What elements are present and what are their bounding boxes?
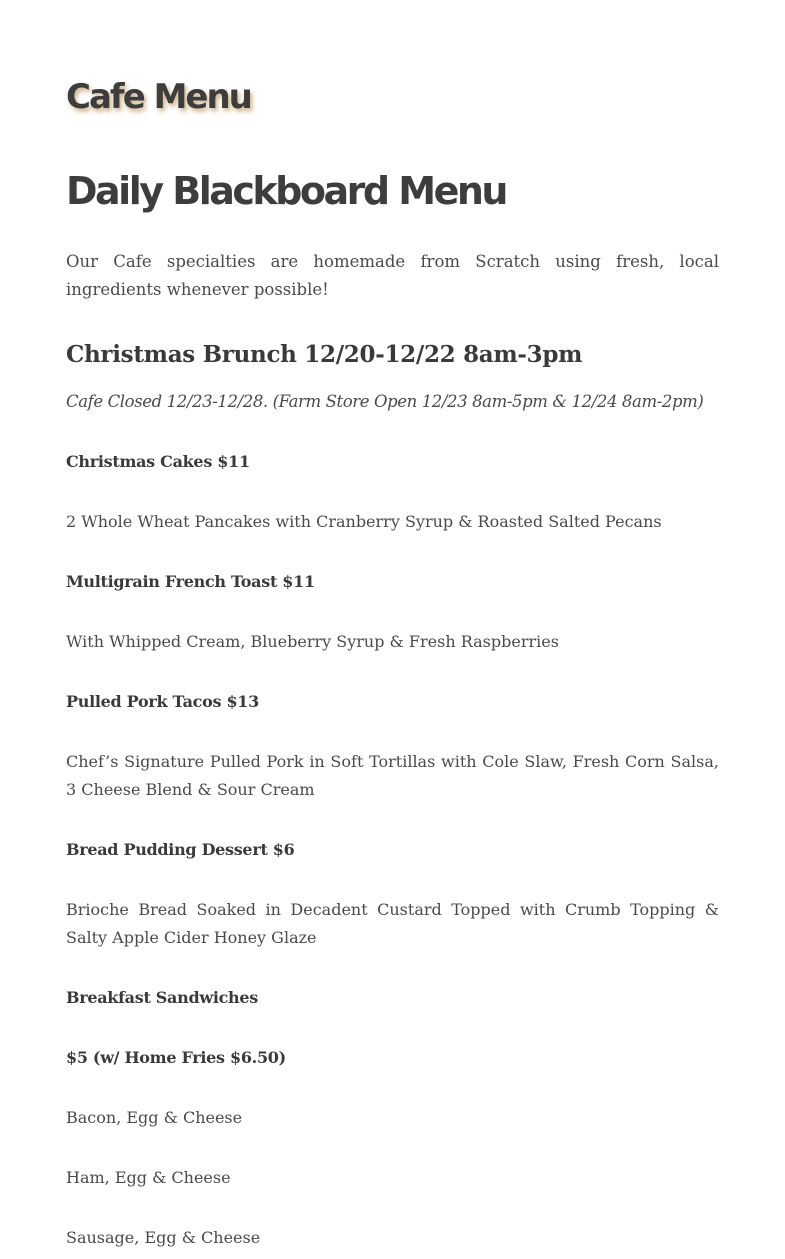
menu-item-description: Chef’s Signature Pulled Pork in Soft Tortillas with Cole Slaw, Fresh Corn Salsa, 3 Cheese Blend & Sour Cream [66, 752, 719, 799]
closure-notice: Cafe Closed 12/23-12/28. (Farm Store Open 12/23 8am-5pm & 12/24 8am-2pm) [66, 392, 704, 411]
sandwich-option: Sausage, Egg & Cheese [66, 1228, 261, 1247]
sandwich-option: Bacon, Egg & Cheese [66, 1108, 243, 1127]
menu-item-description: 2 Whole Wheat Pancakes with Cranberry Syrup & Roasted Salted Pecans [66, 512, 662, 531]
page-title: Daily Blackboard Menu [66, 169, 506, 213]
menu-section-title: Breakfast Sandwiches [66, 988, 258, 1007]
menu-item-title: Bread Pudding Dessert $6 [66, 840, 295, 859]
menu-item-title: Pulled Pork Tacos $13 [66, 692, 259, 711]
menu-item-description: Brioche Bread Soaked in Decadent Custard Topped with Crumb Topping & Salty Apple Cider Honey Glaze [66, 900, 719, 947]
sandwich-option: Ham, Egg & Cheese [66, 1168, 231, 1187]
menu-item-title: Multigrain French Toast $11 [66, 572, 315, 591]
menu-item-title: Christmas Cakes $11 [66, 452, 250, 471]
menu-item-description: With Whipped Cream, Blueberry Syrup & Fresh Raspberries [66, 632, 559, 651]
intro-paragraph: Our Cafe specialties are homemade from Scratch using fresh, local ingredients whenever possible! [66, 252, 719, 299]
christmas-brunch-heading: Christmas Brunch 12/20-12/22 8am-3pm [66, 341, 583, 368]
site-title[interactable]: Cafe Menu [66, 77, 251, 117]
menu-price-line: $5 (w/ Home Fries $6.50) [66, 1048, 286, 1067]
